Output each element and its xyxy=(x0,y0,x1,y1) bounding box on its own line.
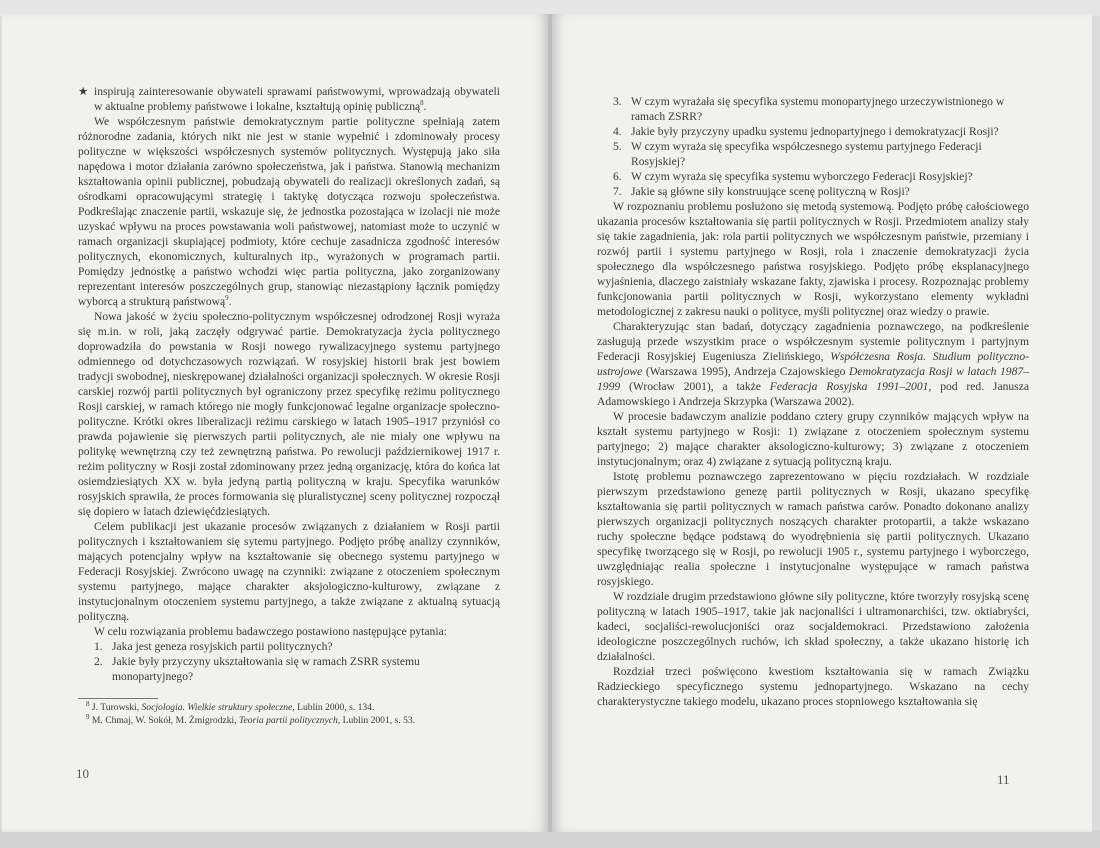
paragraph: Istotę problemu poznawczego zaprezentowano w pięciu rozdziałach. W rozdziale pierwszym przedstawiono genezę partii politycznych w Rosji, ukazano specyfikę kształtowania się partii politycznych w ramach państwa carów. Ponadto dokonano analizy pierwszych organizacji politycznych noszących charakter protopartii, a także wskazano ruchy społeczne będące podstawą do wyodrębnienia się partii politycznych. Ukazano specyfikę tworzącego się w Rosji, po rewolucji 1905 r., systemu partyjnego i wyborczego, uwzględniając realia społeczne i instytucjonalne występujące w ramach państwa rosyjskiego. xyxy=(597,470,1029,588)
right-page xyxy=(552,14,1092,832)
paragraph: Celem publikacji jest ukazanie procesów związanych z działaniem w Rosji partii politycznych i kształtowaniem się sytemu partyjnego. Podjęto próbę analizy czynników, mających potencjalny wpływ na kształtowanie się obecnego systemu partyjnego w Federacji Rosyjskiej. Zwrócono uwagę na czynniki: związane z otoczeniem społecznym systemu partyjnego, mające charakter aksjologiczno-kulturowy, związane z instytucjonalnym otoczeniem systemu partyjnego, a także związane z aktualną sytuacją polityczną. xyxy=(78,520,500,623)
paragraph: W celu rozwiązania problemu badawczego postawiono następujące pytania: xyxy=(94,625,447,638)
paragraph: Nowa jakość w życiu społeczno-politycznym współczesnej odrodzonej Rosji wyraża się m.in. w roli, jaką zaczęły odgrywać partie. Demokratyzacja życia politycznego doprowadziła do powstania w Rosji nowego rywalizacyjnego systemu partyjnego odmiennego od dotychczasowych rozwiązań. W rosyjskiej historii brak jest bowiem tradycji swobodnej, nieskrępowanej działalności organizacji społecznych. W okresie Rosji carskiej rozwój partii politycznych był ograniczony przez specyfikę reżimu politycznego Rosji carskiej, w ramach którego nie mogły funkcjonować legalne organizacje społeczno-polityczne. Krótki okres liberalizacji reżimu carskiego w latach 1905–1917 przyniósł co prawda pojawienie się pierwszych partii politycznych, ale nie miały one wpływu na politykę wewnętrzną czy też zewnętrzną państwa. Po rewolucji październikowej 1917 r. reżim polityczny w Rosji został zdominowany przez jedną organizację, która do końca lat osiemdziesiątych XX w. była jedyną partią polityczną w kraju. Specyfika warunków rosyjskich sprawiła, że proces formowania się pluralistycznej sceny politycznej rozpoczął się dopiero w latach dziewięćdziesiątych. xyxy=(78,310,500,518)
footnote: $^9$ M. Chmaj, W. Sokół, M. Żmigrodzki, Teoria partii politycznych, Lublin 2001, s. 53. xyxy=(86,712,416,726)
star-bullet-icon: ★ xyxy=(78,85,89,98)
paragraph: W rozpoznaniu problemu posłużono się metodą systemową. Podjęto próbę całościowego ukazania procesów kształtowania się partii politycznych w Rosji. Przedmiotem analizy stały się takie zagadnienia, jak: rola partii politycznych we współczesnym państwie, przemiany i rozwój partii i systemu partyjnego w Rosji, rola i znaczenie demokratyzacji życia społecznego dla współczesnego państwa rosyjskiego. Podjęto próbę eksplanacyjnego wyjaśnienia, dlaczego zaistniały wskazane fakty, zjawiska i procesy. Rozpoznając problemy funkcjonowania partii politycznych w Rosji, wykorzystano elementy wykładni metodologicznej z zakresu nauki o polityce, myśli politycznej oraz wiedzy o prawie. xyxy=(597,200,1029,318)
bullet-text: inspirują zainteresowanie obywateli sprawami państwowymi, wprowadzają obywateli w aktualne problemy państwowe i lokalne, kształtują opinię publiczną$^8$. xyxy=(94,85,500,113)
paragraph: Charakteryzując stan badań, dotyczący zagadnienia poznawczego, na podkreślenie zasługują przede wszystkim prace o współczesnym systemie politycznym i partyjnym Federacji Rosyjskiej Eugeniusza Zielińskiego, Współczesna Rosja. Studium polityczno-ustrojowe (Warszawa 1995), Andrzeja Czajowskiego Demokratyzacja Rosji w latach 1987–1999 (Wrocław 2001), a także Federacja Rosyjska 1991–2001, pod red. Janusza Adamowskiego i Andrzeja Skrzypka (Warszawa 2002). xyxy=(597,320,1029,408)
question-item: 2. Jakie były przyczyny ukształtowania się w ramach ZSRR systemu monopartyjnego? xyxy=(94,655,420,683)
question-item: 4. Jakie były przyczyny upadku systemu jednopartyjnego i demokratyzacji Rosji? xyxy=(613,125,999,138)
footnote-ref: 8 xyxy=(420,99,424,108)
footnote: $^8$ J. Turowski, Socjologia. Wielkie struktury społeczne, Lublin 2000, s. 134. xyxy=(86,699,375,713)
paragraph: We współczesnym państwie demokratycznym partie polityczne spełniają zatem różnorodne zadania, których nikt nie jest w stanie wypełnić i zdominowały procesy polityczne w większości współczesnych systemów politycznych. Występują jako siła napędowa i motor działania zarówno społeczeństwa, jak i państwa. Stanowią mechanizm kształtowania opinii publicznej, pobudzają obywateli do realizacji określonych zadań, są ośrodkami opracowującymi strategię i taktykę dotycząca rozwoju społeczeństwa. Podkreślając znaczenie partii, wskazuje się, że jednostka pozostająca w izolacji nie może uzyskać wpływu na proces powstawania woli państwowej, natomiast może to uczynić w ramach organizacji skupiającej podmioty, które cechuje zasadnicza zgodność interesów politycznych, ekonomicznych, kulturalnych itp., wyrażonych w programach partii. Pomiędzy jednostkę a państwo wchodzi więc partia polityczna, jako zorganizowany reprezentant interesów poszczególnych grup, stanowiąc niezastąpiony łącznik pomiędzy wyborcą a strukturą państwową$^9$. xyxy=(78,115,500,308)
footnotes xyxy=(78,698,500,727)
question-item: 6. W czym wyraża się specyfika systemu wyborczego Federacji Rosyjskiej? xyxy=(613,170,973,183)
left-text-column xyxy=(78,84,500,727)
bullet-item xyxy=(78,84,500,114)
footnote-rule xyxy=(78,698,158,699)
question-item: 3. W czym wyrażała się specyfika systemu monopartyjnego urzeczywistnionego w ramach ZSRR? xyxy=(613,95,1005,123)
footnote-ref: 9 xyxy=(225,294,229,303)
question-item: 5. W czym wyraża się specyfika współczesnego systemu partyjnego Federacji Rosyjskiej? xyxy=(613,140,982,168)
scan-background-bottom xyxy=(0,830,1100,848)
paragraph: Rozdział trzeci poświęcono kwestiom kształtowania się w ramach Związku Radzieckiego specyficznego systemu jednopartyjnego. Wskazano na cechy charakterystyczne takiego modelu, ukazano proces stopniowego kształtowania się xyxy=(597,665,1029,708)
left-page xyxy=(2,14,548,832)
paragraph: W rozdziale drugim przedstawiono główne siły polityczne, które tworzyły rosyjską scenę polityczną w latach 1905–1917, takie jak nacjonaliści i ultramonarchiści, tzw. oktiabryści, kadeci, socjaliści-rewolucjoniści oraz socjaldemokraci. Przedstawiono założenia ideologiczne poszczególnych ruchów, ich skład społeczny, a także ukazano historię ich działalności. xyxy=(597,590,1029,663)
question-item: 1. Jaka jest geneza rosyjskich partii politycznych? xyxy=(94,640,333,653)
right-text-column xyxy=(597,94,1029,709)
page-number: 11 xyxy=(997,772,1010,787)
question-item: 7. Jakie są główne siły konstruujące scenę polityczną w Rosji? xyxy=(613,185,910,198)
paragraph: W procesie badawczym analizie poddano cztery grupy czynników mających wpływ na kształt systemu partyjnego w Rosji: 1) związane z otoczeniem społecznym systemu partyjnego; 2) mające charakter aksologiczno-kulturowy; 3) związane z otoczeniem instytucjonalnym; oraz 4) związane z sytuacją polityczną kraju. xyxy=(597,410,1029,468)
page-number: 10 xyxy=(76,766,89,781)
